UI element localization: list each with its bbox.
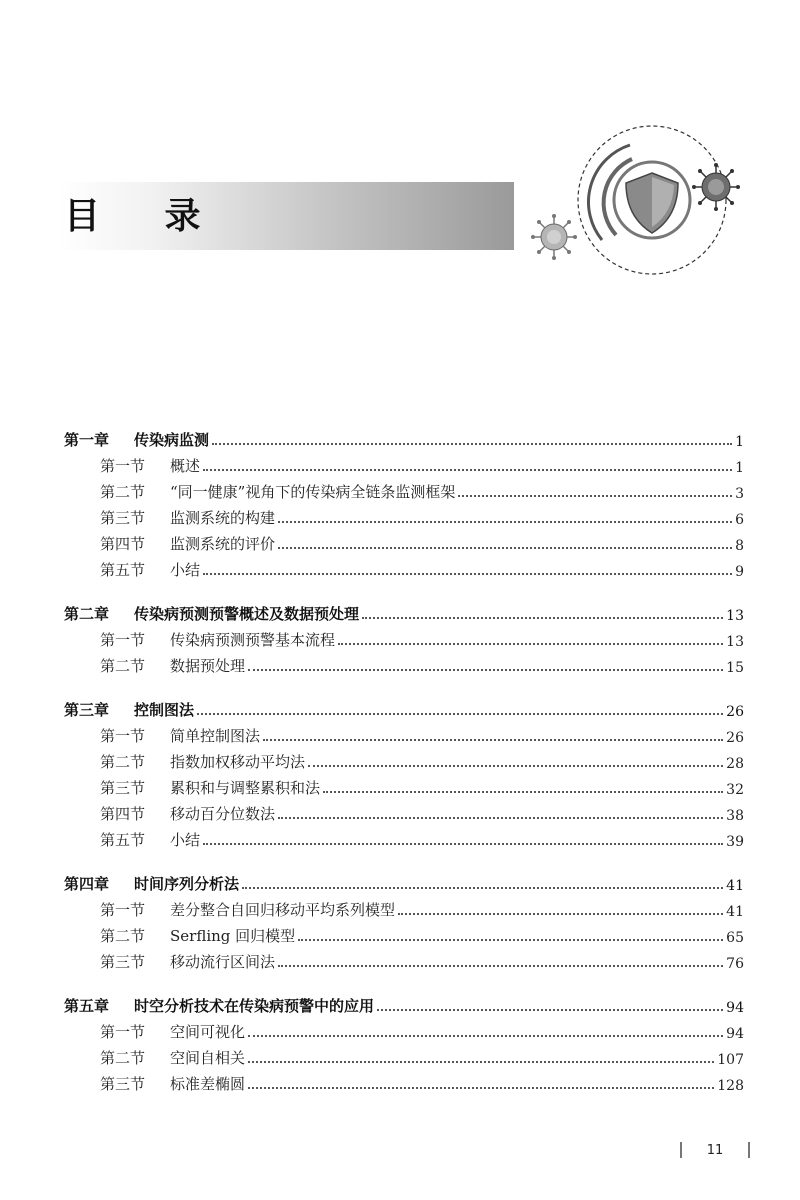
dot-leader	[197, 713, 723, 715]
page-number: 11	[706, 1142, 724, 1158]
toc-section-entry[interactable]	[64, 746, 744, 772]
toc-section-entry-page-number: 15	[726, 660, 744, 676]
toc-section-entry[interactable]	[64, 798, 744, 824]
virus-icon-left	[531, 214, 577, 260]
toc-chapter	[64, 868, 744, 972]
toc-section-entry-page-number: 128	[717, 1078, 744, 1094]
toc-chapter-entry-label: 第二章	[64, 605, 110, 623]
toc-chapter-entry-label: 第五章	[64, 997, 110, 1015]
toc-chapter-entry-title: 时间序列分析法	[134, 875, 240, 893]
dot-leader	[278, 817, 723, 819]
dot-leader	[212, 443, 732, 445]
toc-section-entry-page-number: 13	[726, 634, 744, 650]
toc-section-entry-page-number: 39	[726, 834, 744, 850]
toc-section-entry-title: 简单控制图法	[170, 727, 261, 745]
toc-chapter-entry-title: 控制图法	[134, 701, 195, 719]
toc-section-entry-label: 第三节	[100, 953, 146, 971]
toc-section-entry-title: 数据预处理	[170, 657, 246, 675]
toc-section-entry-title: 指数加权移动平均法	[170, 753, 306, 771]
dot-leader	[248, 1035, 723, 1037]
dot-leader	[242, 887, 723, 889]
toc-section-entry-page-number: 9	[735, 564, 744, 580]
page-title: 目 录	[64, 195, 227, 237]
toc-section-entry-label: 第三节	[100, 509, 146, 527]
toc-section-entry-label: 第一节	[100, 457, 146, 475]
toc-section-entry[interactable]	[64, 1042, 744, 1068]
dot-leader	[263, 739, 723, 741]
toc-section-entry-page-number: 65	[726, 930, 744, 946]
toc-section-entry[interactable]	[64, 720, 744, 746]
toc-chapter-entry-page-number: 94	[726, 1000, 744, 1016]
toc-section-entry-title: 移动流行区间法	[170, 953, 276, 971]
dot-leader	[203, 469, 732, 471]
toc-section-entry-title: 移动百分位数法	[170, 805, 276, 823]
toc-chapter	[64, 598, 744, 676]
toc-chapter-entry[interactable]	[64, 694, 744, 720]
footer-divider-left	[680, 1142, 682, 1158]
toc-chapter-entry[interactable]	[64, 868, 744, 894]
dot-leader	[203, 573, 732, 575]
toc-section-entry-label: 第四节	[100, 535, 146, 553]
toc-chapter-entry-page-number: 41	[726, 878, 744, 894]
dot-leader	[278, 965, 723, 967]
toc-section-entry-page-number: 8	[735, 538, 744, 554]
toc-section-entry[interactable]	[64, 824, 744, 850]
dot-leader	[377, 1009, 723, 1011]
toc-chapter-entry-title: 时空分析技术在传染病预警中的应用	[134, 997, 375, 1015]
dot-leader	[338, 643, 723, 645]
toc-section-entry-page-number: 38	[726, 808, 744, 824]
toc-section-entry[interactable]	[64, 1068, 744, 1094]
toc-section-entry[interactable]	[64, 450, 744, 476]
toc-section-entry-title: 监测系统的构建	[170, 509, 276, 527]
toc-section-entry[interactable]	[64, 1016, 744, 1042]
toc-section-entry[interactable]	[64, 772, 744, 798]
toc-section-entry-label: 第二节	[100, 483, 146, 501]
toc-section-entry-label: 第一节	[100, 631, 146, 649]
toc-section-entry-title: 累积和与调整累积和法	[170, 779, 321, 797]
toc-section-entry[interactable]	[64, 920, 744, 946]
toc-section-entry-title: Serfling 回归模型	[170, 927, 296, 945]
toc-section-entry[interactable]	[64, 528, 744, 554]
toc-section-entry-label: 第三节	[100, 1075, 146, 1093]
toc-section-entry-page-number: 6	[735, 512, 744, 528]
toc-chapter-entry-label: 第一章	[64, 431, 110, 449]
dot-leader	[458, 495, 732, 497]
dot-leader	[278, 521, 732, 523]
toc-section-entry-page-number: 32	[726, 782, 744, 798]
toc-chapter-entry-title: 传染病监测	[134, 431, 210, 449]
toc-chapter	[64, 990, 744, 1094]
toc-section-entry-label: 第二节	[100, 927, 146, 945]
shield-virus-emblem	[520, 125, 760, 285]
dot-leader	[203, 843, 723, 845]
toc-section-entry-title: 空间自相关	[170, 1049, 246, 1067]
toc-chapter-entry-title: 传染病预测预警概述及数据预处理	[134, 605, 360, 623]
toc-section-entry[interactable]	[64, 650, 744, 676]
toc-section-entry-label: 第三节	[100, 779, 146, 797]
toc-section-entry-label: 第一节	[100, 901, 146, 919]
toc-section-entry-page-number: 41	[726, 904, 744, 920]
toc-chapter	[64, 694, 744, 850]
toc-section-entry-label: 第二节	[100, 657, 146, 675]
toc-chapter-entry-page-number: 13	[726, 608, 744, 624]
toc-section-entry[interactable]	[64, 894, 744, 920]
toc-section-entry-title: 空间可视化	[170, 1023, 246, 1041]
dot-leader	[398, 913, 723, 915]
toc-section-entry-page-number: 3	[735, 486, 744, 502]
toc-section-entry-page-number: 107	[717, 1052, 744, 1068]
toc-chapter-entry[interactable]	[64, 424, 744, 450]
dot-leader	[248, 1061, 714, 1063]
toc-section-entry-title: 传染病预测预警基本流程	[170, 631, 336, 649]
toc-section-entry[interactable]	[64, 554, 744, 580]
dot-leader	[278, 547, 732, 549]
toc-chapter-entry[interactable]	[64, 990, 744, 1016]
toc-chapter-entry-label: 第三章	[64, 701, 110, 719]
toc-section-entry[interactable]	[64, 946, 744, 972]
footer-divider-right	[748, 1142, 750, 1158]
toc-section-entry[interactable]	[64, 624, 744, 650]
dot-leader	[248, 669, 723, 671]
toc-chapter-entry-page-number: 26	[726, 704, 744, 720]
virus-icon-right	[692, 163, 740, 211]
shield-icon	[626, 173, 678, 233]
toc-section-entry-title: 监测系统的评价	[170, 535, 276, 553]
toc-section-entry-page-number: 1	[735, 460, 744, 476]
toc-section-entry-page-number: 76	[726, 956, 744, 972]
toc-section-entry-title: 小结	[170, 561, 201, 579]
dot-leader	[323, 791, 723, 793]
toc-section-entry-page-number: 28	[726, 756, 744, 772]
toc-section-entry-title: 差分整合自回归移动平均系列模型	[170, 901, 396, 919]
toc-section-entry-title: 标准差椭圆	[170, 1075, 246, 1093]
dot-leader	[248, 1087, 714, 1089]
toc-section-entry-label: 第二节	[100, 1049, 146, 1067]
toc-section-entry-page-number: 94	[726, 1026, 744, 1042]
toc-section-entry-label: 第五节	[100, 561, 146, 579]
toc-section-entry-page-number: 26	[726, 730, 744, 746]
toc-section-entry-label: 第一节	[100, 727, 146, 745]
dot-leader	[298, 939, 723, 941]
toc-section-entry-label: 第四节	[100, 805, 146, 823]
table-of-contents	[64, 424, 744, 1112]
toc-section-entry[interactable]	[64, 502, 744, 528]
toc-section-entry-label: 第一节	[100, 1023, 146, 1041]
toc-chapter-entry-label: 第四章	[64, 875, 110, 893]
toc-section-entry-title: “同一健康”视角下的传染病全链条监测框架	[170, 483, 456, 501]
toc-section-entry-title: 概述	[170, 457, 201, 475]
dot-leader	[362, 617, 723, 619]
toc-section-entry-title: 小结	[170, 831, 201, 849]
dot-leader	[308, 765, 723, 767]
toc-section-entry-label: 第五节	[100, 831, 146, 849]
page-footer	[680, 1140, 750, 1160]
toc-chapter-entry-page-number: 1	[735, 434, 744, 450]
toc-chapter-entry[interactable]	[64, 598, 744, 624]
toc-section-entry[interactable]	[64, 476, 744, 502]
toc-section-entry-label: 第二节	[100, 753, 146, 771]
toc-chapter	[64, 424, 744, 580]
